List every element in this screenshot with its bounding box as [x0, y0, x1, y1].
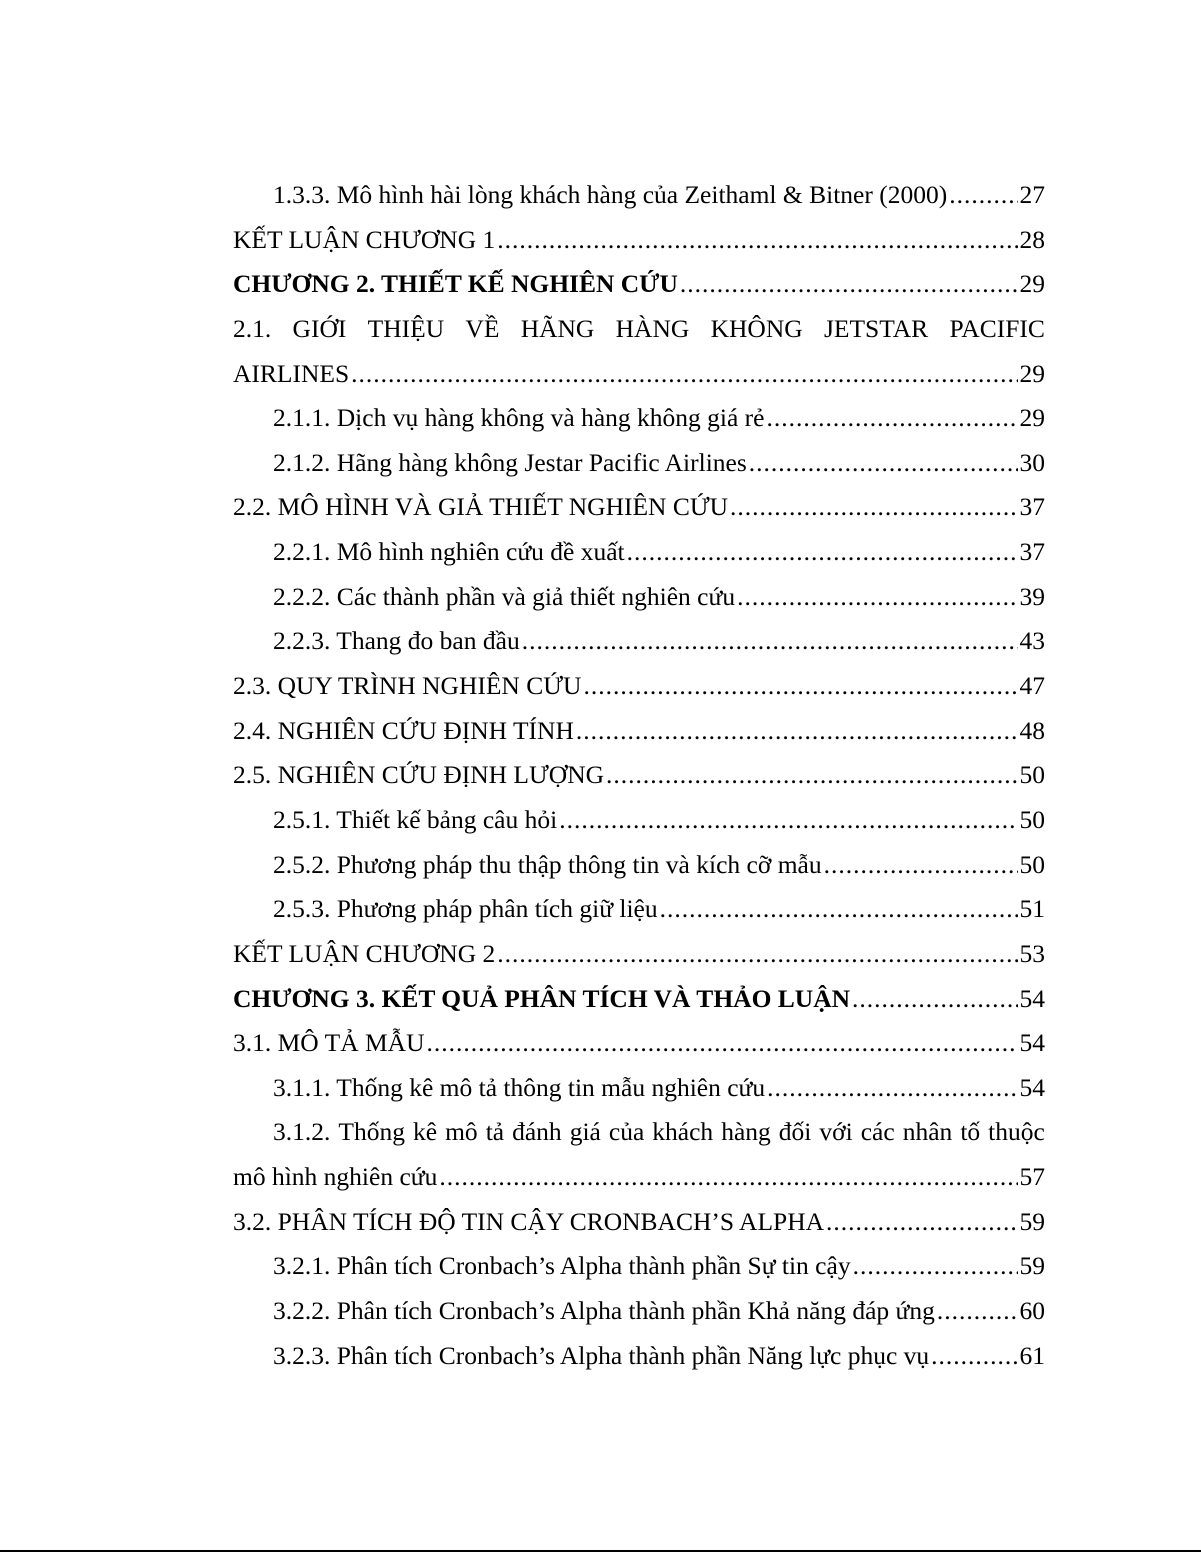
toc-entry-2-2-1: [233, 530, 1045, 575]
toc-word: VỀ: [465, 313, 500, 343]
toc-entry-title: 2.2.2. Các thành phần và giả thiết nghiên cứu: [273, 581, 736, 611]
toc-entry-title: 3.2. PHÂN TÍCH ĐỘ TIN CẬY CRONBACH’S ALPHA: [233, 1206, 825, 1236]
toc-entry-page: 43: [1019, 626, 1045, 656]
toc-entry-page: 53: [1019, 938, 1045, 968]
toc-entry-2-4: [233, 709, 1045, 754]
toc-entry-2-2-3: [233, 619, 1045, 664]
toc-word: 3.1.2.: [273, 1117, 331, 1147]
toc-entry-page: 37: [1019, 537, 1045, 567]
toc-leader-dots: [931, 1334, 1017, 1379]
toc-word: nhân: [902, 1117, 953, 1147]
toc-entry-3-1-2-line1: [233, 1110, 1045, 1155]
toc-word: khách: [652, 1117, 714, 1147]
toc-entry-title: 3.2.1. Phân tích Cronbach’s Alpha thành phần Sự tin cậy: [273, 1251, 851, 1281]
toc-entry-2-2: [233, 485, 1045, 530]
toc-word: KHÔNG: [710, 313, 803, 343]
toc-leader-dots: [559, 798, 1017, 843]
toc-word: PACIFIC: [949, 313, 1045, 343]
toc-entry-title: 2.1.2. Hãng hàng không Jestar Pacific Airlines: [273, 447, 747, 477]
toc-leader-dots: [730, 485, 1017, 530]
toc-entry-page: 54: [1019, 1028, 1045, 1058]
toc-entry-chuong-3: [233, 977, 1045, 1022]
toc-leader-dots: [749, 441, 1018, 486]
toc-leader-dots: [826, 1200, 1017, 1245]
toc-entry-title: KẾT LUẬN CHƯƠNG 1: [233, 224, 496, 254]
toc-word: với: [819, 1117, 853, 1147]
toc-entry-page: 37: [1019, 492, 1045, 522]
toc-entry-title: CHƯƠNG 2. THIẾT KẾ NGHIÊN CỨU: [233, 269, 678, 299]
toc-entry-2-5-1: [233, 798, 1045, 843]
toc-entry-page: 50: [1019, 849, 1045, 879]
toc-leader-dots: [660, 887, 1018, 932]
toc-entry-title: 2.2. MÔ HÌNH VÀ GIẢ THIẾT NGHIÊN CỨU: [233, 492, 729, 522]
toc-entry-title: mô hình nghiên cứu: [233, 1162, 438, 1192]
toc-word: kê: [412, 1117, 438, 1147]
toc-entry-2-5: [233, 753, 1045, 798]
toc-entry-page: 29: [1019, 269, 1045, 299]
toc-word: tố: [960, 1117, 981, 1147]
toc-leader-dots: [522, 619, 1018, 664]
toc-entry-page: 59: [1019, 1206, 1045, 1236]
toc-entry-page: 60: [1019, 1296, 1045, 1326]
toc-entry-title: 2.5.1. Thiết kế bảng câu hỏi: [273, 804, 558, 834]
toc-leader-dots: [852, 977, 1017, 1022]
toc-entry-page: 30: [1019, 447, 1045, 477]
toc-word: của: [608, 1117, 645, 1147]
toc-entry-3-2-2: [233, 1289, 1045, 1334]
toc-leader-dots: [497, 218, 1017, 263]
toc-entry-title: 1.3.3. Mô hình hài lòng khách hàng của Zeithaml & Bitner (2000): [273, 180, 948, 209]
toc-entry-title: 3.1. MÔ TẢ MẪU: [233, 1028, 425, 1058]
toc-word: Thống: [338, 1117, 405, 1147]
toc-word: 2.1.: [233, 313, 272, 343]
toc-entry-title: 3.1.1. Thống kê mô tả thông tin mẫu nghiên cứu: [273, 1072, 766, 1102]
toc-entry-page: 57: [1019, 1162, 1045, 1192]
toc-entry-page: 47: [1019, 671, 1045, 701]
toc-word: giá: [569, 1117, 601, 1147]
toc-entry-title: CHƯƠNG 3. KẾT QUẢ PHÂN TÍCH VÀ THẢO LUẬN: [233, 983, 851, 1013]
toc-entry-2-1-2: [233, 441, 1045, 486]
toc-entry-title: 2.2.1. Mô hình nghiên cứu đề xuất: [273, 537, 625, 567]
toc-entry-2-5-2: [233, 843, 1045, 888]
toc-entry-page: 54: [1019, 1072, 1045, 1102]
toc-entry-title: 2.5.2. Phương pháp thu thập thông tin và kích cỡ mẫu: [273, 849, 822, 879]
toc-leader-dots: [824, 843, 1018, 888]
toc-entry-title: 3.2.3. Phân tích Cronbach’s Alpha thành phần Năng lực phục vụ: [273, 1340, 930, 1370]
toc-word: các: [860, 1117, 895, 1147]
toc-entry-title: KẾT LUẬN CHƯƠNG 2: [233, 938, 496, 968]
toc-word: mô: [445, 1117, 478, 1147]
toc-entry-page: 39: [1019, 581, 1045, 611]
toc-entry-3-1: [233, 1021, 1045, 1066]
toc-word: thuộc: [988, 1117, 1045, 1147]
toc-entry-title: 2.2.3. Thang đo ban đầu: [273, 626, 520, 656]
toc-word: hàng: [721, 1117, 771, 1147]
toc-entry-page: 48: [1019, 715, 1045, 745]
toc-leader-dots: [680, 262, 1018, 307]
toc-entry-page: 50: [1019, 804, 1045, 834]
toc-word: đánh: [512, 1117, 562, 1147]
toc-entry-ket-luan-chuong-2: [233, 932, 1045, 977]
toc-entry-page: 50: [1019, 760, 1045, 790]
toc-entry-title: 3.2.2. Phân tích Cronbach’s Alpha thành phần Khả năng đáp ứng: [273, 1296, 935, 1326]
toc-leader-dots: [606, 753, 1017, 798]
toc-entry-2-5-3: [233, 887, 1045, 932]
toc-entry-title: 2.5. NGHIÊN CỨU ĐỊNH LƯỢNG: [233, 760, 605, 790]
toc-entry-title: 2.3. QUY TRÌNH NGHIÊN CỨU: [233, 671, 582, 701]
toc-entry-page: 61: [1019, 1340, 1045, 1370]
toc-leader-dots: [937, 1289, 1018, 1334]
toc-entry-page: 51: [1019, 894, 1045, 924]
toc-entry-title: 2.1.1. Dịch vụ hàng không và hàng không giá rẻ: [273, 403, 765, 433]
toc-entry-3-2: [233, 1200, 1045, 1245]
toc-entry-ket-luan-chuong-1: [233, 218, 1045, 263]
toc-word: HÃNG: [520, 313, 595, 343]
toc-leader-dots: [627, 530, 1018, 575]
toc-entry-3-2-1: [233, 1244, 1045, 1289]
toc-entry-title: AIRLINES: [233, 358, 350, 388]
toc-leader-dots: [351, 352, 1017, 397]
toc-entry-3-2-3: [233, 1334, 1045, 1379]
toc-entry-2-1-1: [233, 396, 1045, 441]
toc-leader-dots: [439, 1155, 1017, 1200]
toc-word: THIỆU: [367, 313, 445, 343]
toc-leader-dots: [583, 664, 1017, 709]
toc-entry-2-1-line2: [233, 352, 1045, 397]
toc-entry-3-1-2-line2: [233, 1155, 1045, 1200]
toc-word: tả: [485, 1117, 505, 1147]
toc-word: JETSTAR: [823, 313, 929, 343]
toc-leader-dots: [853, 1244, 1018, 1289]
toc-leader-dots: [427, 1021, 1018, 1066]
toc-entry-page: 27: [1019, 180, 1045, 209]
toc-leader-dots: [767, 396, 1018, 441]
toc-leader-dots: [767, 1066, 1017, 1111]
toc-leader-dots: [949, 173, 1017, 218]
toc-entry-1-3-3: [233, 173, 1045, 218]
toc-entry-page: 29: [1019, 358, 1045, 388]
page-bottom-edge: [0, 1550, 1201, 1552]
toc-leader-dots: [576, 709, 1018, 754]
toc-entry-2-2-2: [233, 575, 1045, 620]
toc-word: đối: [778, 1117, 812, 1147]
toc-entry-page: 54: [1019, 983, 1045, 1013]
toc-entry-2-3: [233, 664, 1045, 709]
toc-entry-page: 59: [1019, 1251, 1045, 1281]
toc-entry-3-1-1: [233, 1066, 1045, 1111]
toc-entry-page: 28: [1019, 224, 1045, 254]
toc-entry-title: 2.4. NGHIÊN CỨU ĐỊNH TÍNH: [233, 715, 574, 745]
toc-entry-page: 29: [1019, 403, 1045, 433]
toc-word: GIỚI: [292, 313, 347, 343]
toc-entry-chuong-2: [233, 262, 1045, 307]
toc-word: HÀNG: [615, 313, 690, 343]
table-of-contents: [233, 173, 1045, 1378]
toc-entry-2-1-line1: [233, 307, 1045, 352]
toc-entry-title: 2.5.3. Phương pháp phân tích giữ liệu: [273, 894, 658, 924]
toc-leader-dots: [737, 575, 1017, 620]
toc-leader-dots: [497, 932, 1017, 977]
